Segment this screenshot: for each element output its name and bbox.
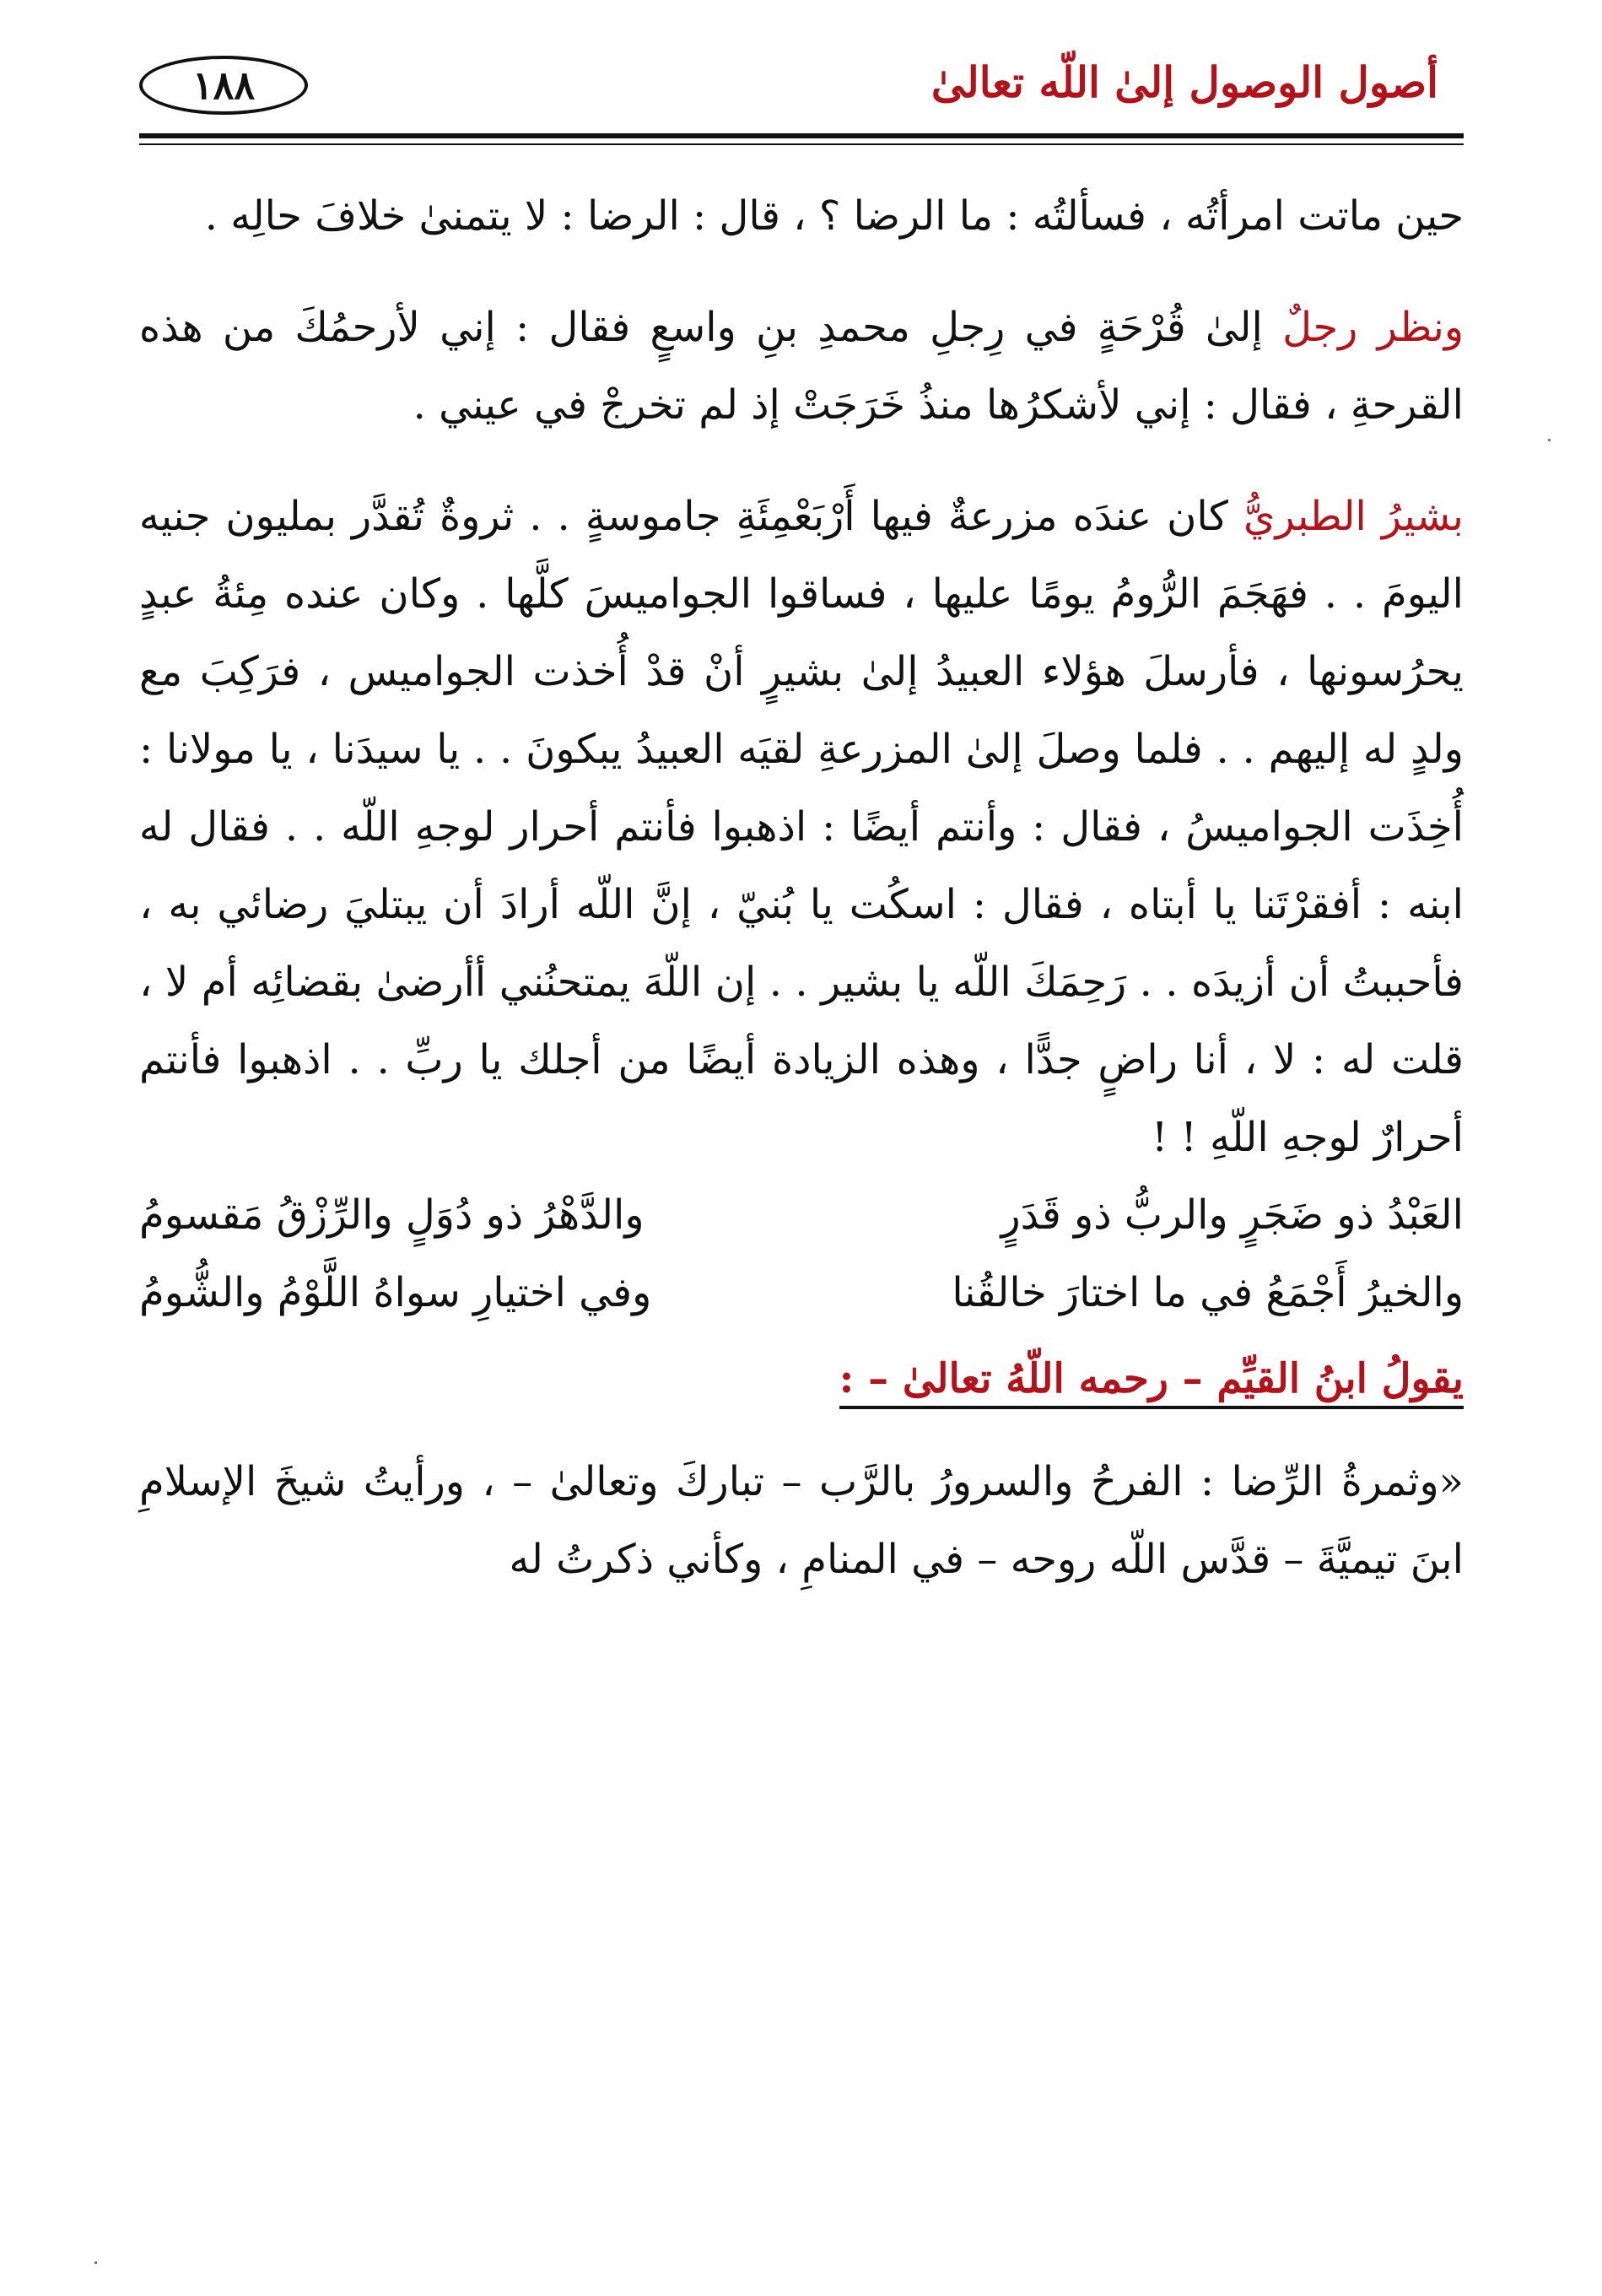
verse-2-first-hemistich: والخيرُ أَجْمَعُ في ما اختارَ خالقُنا — [952, 1269, 1464, 1316]
page-body — [139, 177, 1464, 1632]
paragraph-2 — [139, 289, 1464, 444]
section-heading-text: يقولُ ابنُ القيِّم – رحمه اللّهُ تعالىٰ – : — [839, 1355, 1464, 1409]
paragraph-2-text: إلىٰ قُرْحَةٍ في رِجلِ محمدِ بنِ واسعٍ فقال : إني لأرحمُكَ من هذه القرحةِ ، فقال : إني لأشكرُها منذُ خَرَجَتْ إذ لم تخرجْ في عيني . — [139, 304, 1464, 429]
page-number: ١٨٨ — [139, 56, 308, 115]
paragraph-2-lead: ونظر رجلٌ — [1282, 304, 1464, 351]
verse-line-1 — [139, 1176, 1464, 1254]
page-header — [139, 52, 1464, 145]
running-title: أصول الوصول إلىٰ اللّه تعالىٰ — [930, 57, 1438, 107]
verse-1-second-hemistich: والدَّهْرُ ذو دُوَلٍ والرِّزْقُ مَقسومُ — [139, 1191, 645, 1239]
header-rule-thin — [139, 143, 1464, 145]
paragraph-3 — [139, 478, 1464, 1176]
scan-speck — [1548, 439, 1551, 441]
scan-speck-2 — [94, 2261, 97, 2264]
paragraph-3-lead: بشيرُ الطبريُّ — [1243, 493, 1464, 540]
section-heading — [139, 1340, 1464, 1418]
verse-line-2 — [139, 1254, 1464, 1332]
header-rule-thick — [139, 133, 1464, 138]
paragraph-4: «وثمرةُ الرِّضا : الفرحُ والسرورُ بالرَّب – تباركَ وتعالىٰ – ، ورأيتُ شيخَ الإسلامِ ابنَ تيميَّةَ – قدَّس اللّه روحه – في المنامِ ، وكأني ذكرتُ له — [139, 1458, 1464, 1583]
verse-2-second-hemistich: وفي اختيارِ سواهُ اللَّوْمُ والشُّومُ — [139, 1269, 652, 1316]
verse-1-first-hemistich: العَبْدُ ذو ضَجَرٍ والربُّ ذو قَدَرٍ — [1001, 1191, 1464, 1239]
paragraph-3-text: كان عندَه مزرعةٌ فيها أَرْبَعْمِئَةِ جاموسةٍ . . ثروةٌ تُقدَّر بمليون جنيه اليومَ . . فهَجَمَ الرُّومُ يومًا عليها ، فساقوا الجواميسَ كلَّها . وكان عنده مِئةُ عبدٍ يحرُسونها ، فأرسلَ هؤلاء العبيدُ إلىٰ بشيرٍ أنْ قدْ أُخذت الجواميس ، فرَكِبَ مع ولدٍ له إليهم . . فلما وصلَ إلىٰ المزرعةِ لقيَه العبيدُ يبكونَ . . يا سيدَنا ، يا مولانا : أُخِذَت الجواميسُ ، فقال : وأنتم أيضًا : اذهبوا فأنتم أحرار لوجهِ اللّه . . فقال له ابنه : أفقرْتَنا يا أبتاه ، فقال : اسكُت يا بُنيّ ، إنَّ اللّه أرادَ أن يبتليَ رضائي به ، فأحببتُ أن أزيدَه . . رَحِمَكَ اللّه يا بشير . . إن اللّهَ يمتحنُني أأرضىٰ بقضائِه أم لا ، قلت له : لا ، أنا راضٍ جدًّا ، وهذه الزيادة أيضًا من أجلك يا ربِّ . . اذهبوا فأنتم أحرارٌ لوجهِ اللّهِ ! ! — [139, 493, 1464, 1161]
paragraph-1: حين ماتت امرأتُه ، فسألتُه : ما الرضا ؟ ، قال : الرضا : لا يتمنىٰ خلافَ حالِه . — [204, 192, 1464, 240]
